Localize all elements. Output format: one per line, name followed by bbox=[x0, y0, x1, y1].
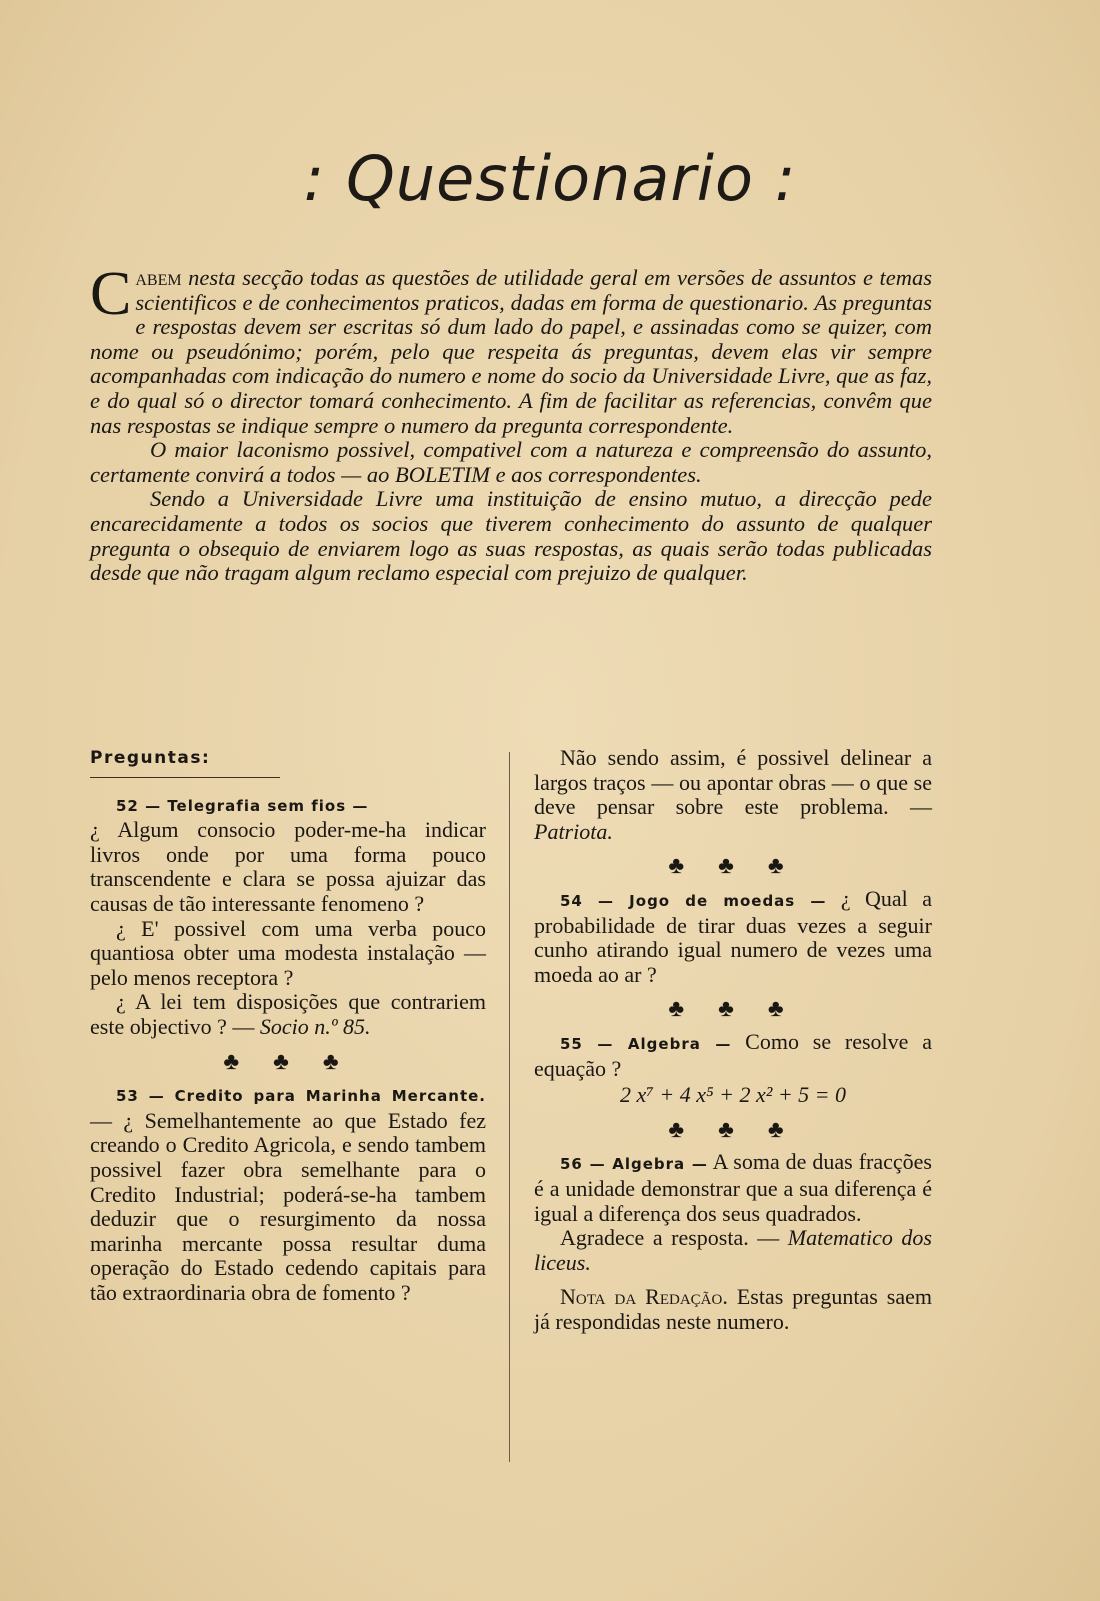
question-53-continuation: Não sendo assim, é possivel delinear a largos traços — ou apontar obras — o que se deve pensar sobre este problema. — Patriota. bbox=[534, 745, 932, 844]
question-53 bbox=[90, 1082, 486, 1305]
question-56-heading: 56 — Algebra — bbox=[560, 1155, 708, 1174]
question-55-text: Como se resolve a equação ? bbox=[534, 1028, 932, 1081]
intro-lead: abem bbox=[135, 265, 182, 290]
intro-text bbox=[90, 260, 932, 586]
question-53-signature: Patriota. bbox=[534, 818, 613, 844]
question-55 bbox=[534, 1030, 932, 1081]
question-52-text-2: ¿ E' possivel com uma verba pouco quantiosa obter uma modesta instalação — pelo menos receptora ? bbox=[90, 915, 486, 990]
question-54 bbox=[534, 887, 932, 987]
column-divider bbox=[509, 752, 510, 1462]
intro-paragraph-3: Sendo a Universidade Livre uma instituição de ensino mutuo, a direcção pede encarecidamente a todos os socios que tiverem conhecimento do assunto de qualquer pregunta o obsequio de enviarem logo as suas respostas, as quais serão todas publicadas desde que não tragam algum reclamo especial com prejuizo de qualquer. bbox=[90, 486, 932, 586]
editorial-note-label: Nota da Redação. bbox=[560, 1284, 728, 1310]
question-55-equation: 2 x⁷ + 4 x⁵ + 2 x² + 5 = 0 bbox=[619, 1082, 847, 1108]
drop-cap: C bbox=[90, 260, 132, 328]
intro-paragraph-2: O maior laconismo possivel, compativel com a natureza e compreensão do assunto, certamente convirá a todos — ao BOLETIM e aos correspondentes. bbox=[90, 437, 932, 487]
intro-paragraph-1 bbox=[90, 260, 932, 438]
page-title: : Questionario : bbox=[303, 142, 797, 215]
right-column bbox=[534, 746, 932, 1334]
question-56-text: A soma de duas fracções é a unidade demonstrar que a sua diferença é igual a diferença dos seus quadrados. bbox=[534, 1149, 932, 1226]
question-52-text-3: ¿ A lei tem disposições que contrariem este objectivo ? — Socio n.º 85. bbox=[90, 989, 486, 1039]
question-56-thanks: Agradece a resposta. — Matematico dos liceus. bbox=[534, 1225, 932, 1275]
question-55-heading: 55 — Algebra — bbox=[560, 1034, 732, 1053]
separator-ornament: ♣ ♣ ♣ bbox=[668, 1116, 798, 1143]
separator-ornament: ♣ ♣ ♣ bbox=[223, 1048, 353, 1075]
question-56 bbox=[534, 1150, 932, 1226]
question-54-heading: 54 — Jogo de moedas — bbox=[560, 891, 827, 910]
separator-ornament: ♣ ♣ ♣ bbox=[668, 996, 798, 1023]
left-column bbox=[90, 746, 486, 1305]
question-53-heading: 53 — Credito para Marinha Mercante. bbox=[116, 1087, 486, 1106]
question-52-heading: 52 — Telegrafia sem fios — bbox=[116, 796, 369, 815]
separator-ornament: ♣ ♣ ♣ bbox=[668, 853, 798, 880]
editorial-note-text: Estas preguntas saem já respondidas neste numero. bbox=[534, 1284, 932, 1334]
intro-paragraph-1-text: nesta secção todas as questões de utilidade geral em versões de assuntos e temas scientificos e de conhecimentos praticos, dadas em forma de questionario. As preguntas e respostas devem ser escritas só dum lado do papel, e assinadas como se quizer, com nome ou pseudónimo; porém, pelo que respeita ás preguntas, devem elas vir sempre acompanhadas com indicação do numero e nome do socio da Universidade Livre, que as faz, e do qual só o director tomará conhecimento. A fim de facilitar as referencias, convêm que nas respostas se indique sempre o numero da pregunta correspondente. bbox=[90, 265, 932, 438]
question-54-text: ¿ Qual a probabilidade de tirar duas vezes a seguir cunho atirando igual numero de vezes uma moeda ao ar ? bbox=[534, 885, 932, 987]
question-53-text: — ¿ Semelhantemente ao que Estado fez creando o Credito Agricola, e sendo tambem possivel fazer obra semelhante para o Credito Industrial; poderá-se-ha tambem deduzir que o resurgimento da nossa marinha mercante possa resultar duma operação do Estado cedendo capitais para tão extraordinaria obra de fomento ? bbox=[90, 1107, 486, 1305]
question-52-text-1: ¿ Algum consocio poder-me-ha indicar livros onde por uma forma pouco transcendente e clara se possa ajuizar das causas de tão interessante fenomeno ? bbox=[90, 817, 486, 916]
heading-rule bbox=[90, 777, 280, 778]
editorial-note bbox=[534, 1285, 932, 1334]
question-56-signature: Matematico dos liceus. bbox=[534, 1225, 932, 1275]
question-52-signature: Socio n.º 85. bbox=[259, 1013, 371, 1039]
section-heading: Preguntas: bbox=[90, 748, 211, 768]
